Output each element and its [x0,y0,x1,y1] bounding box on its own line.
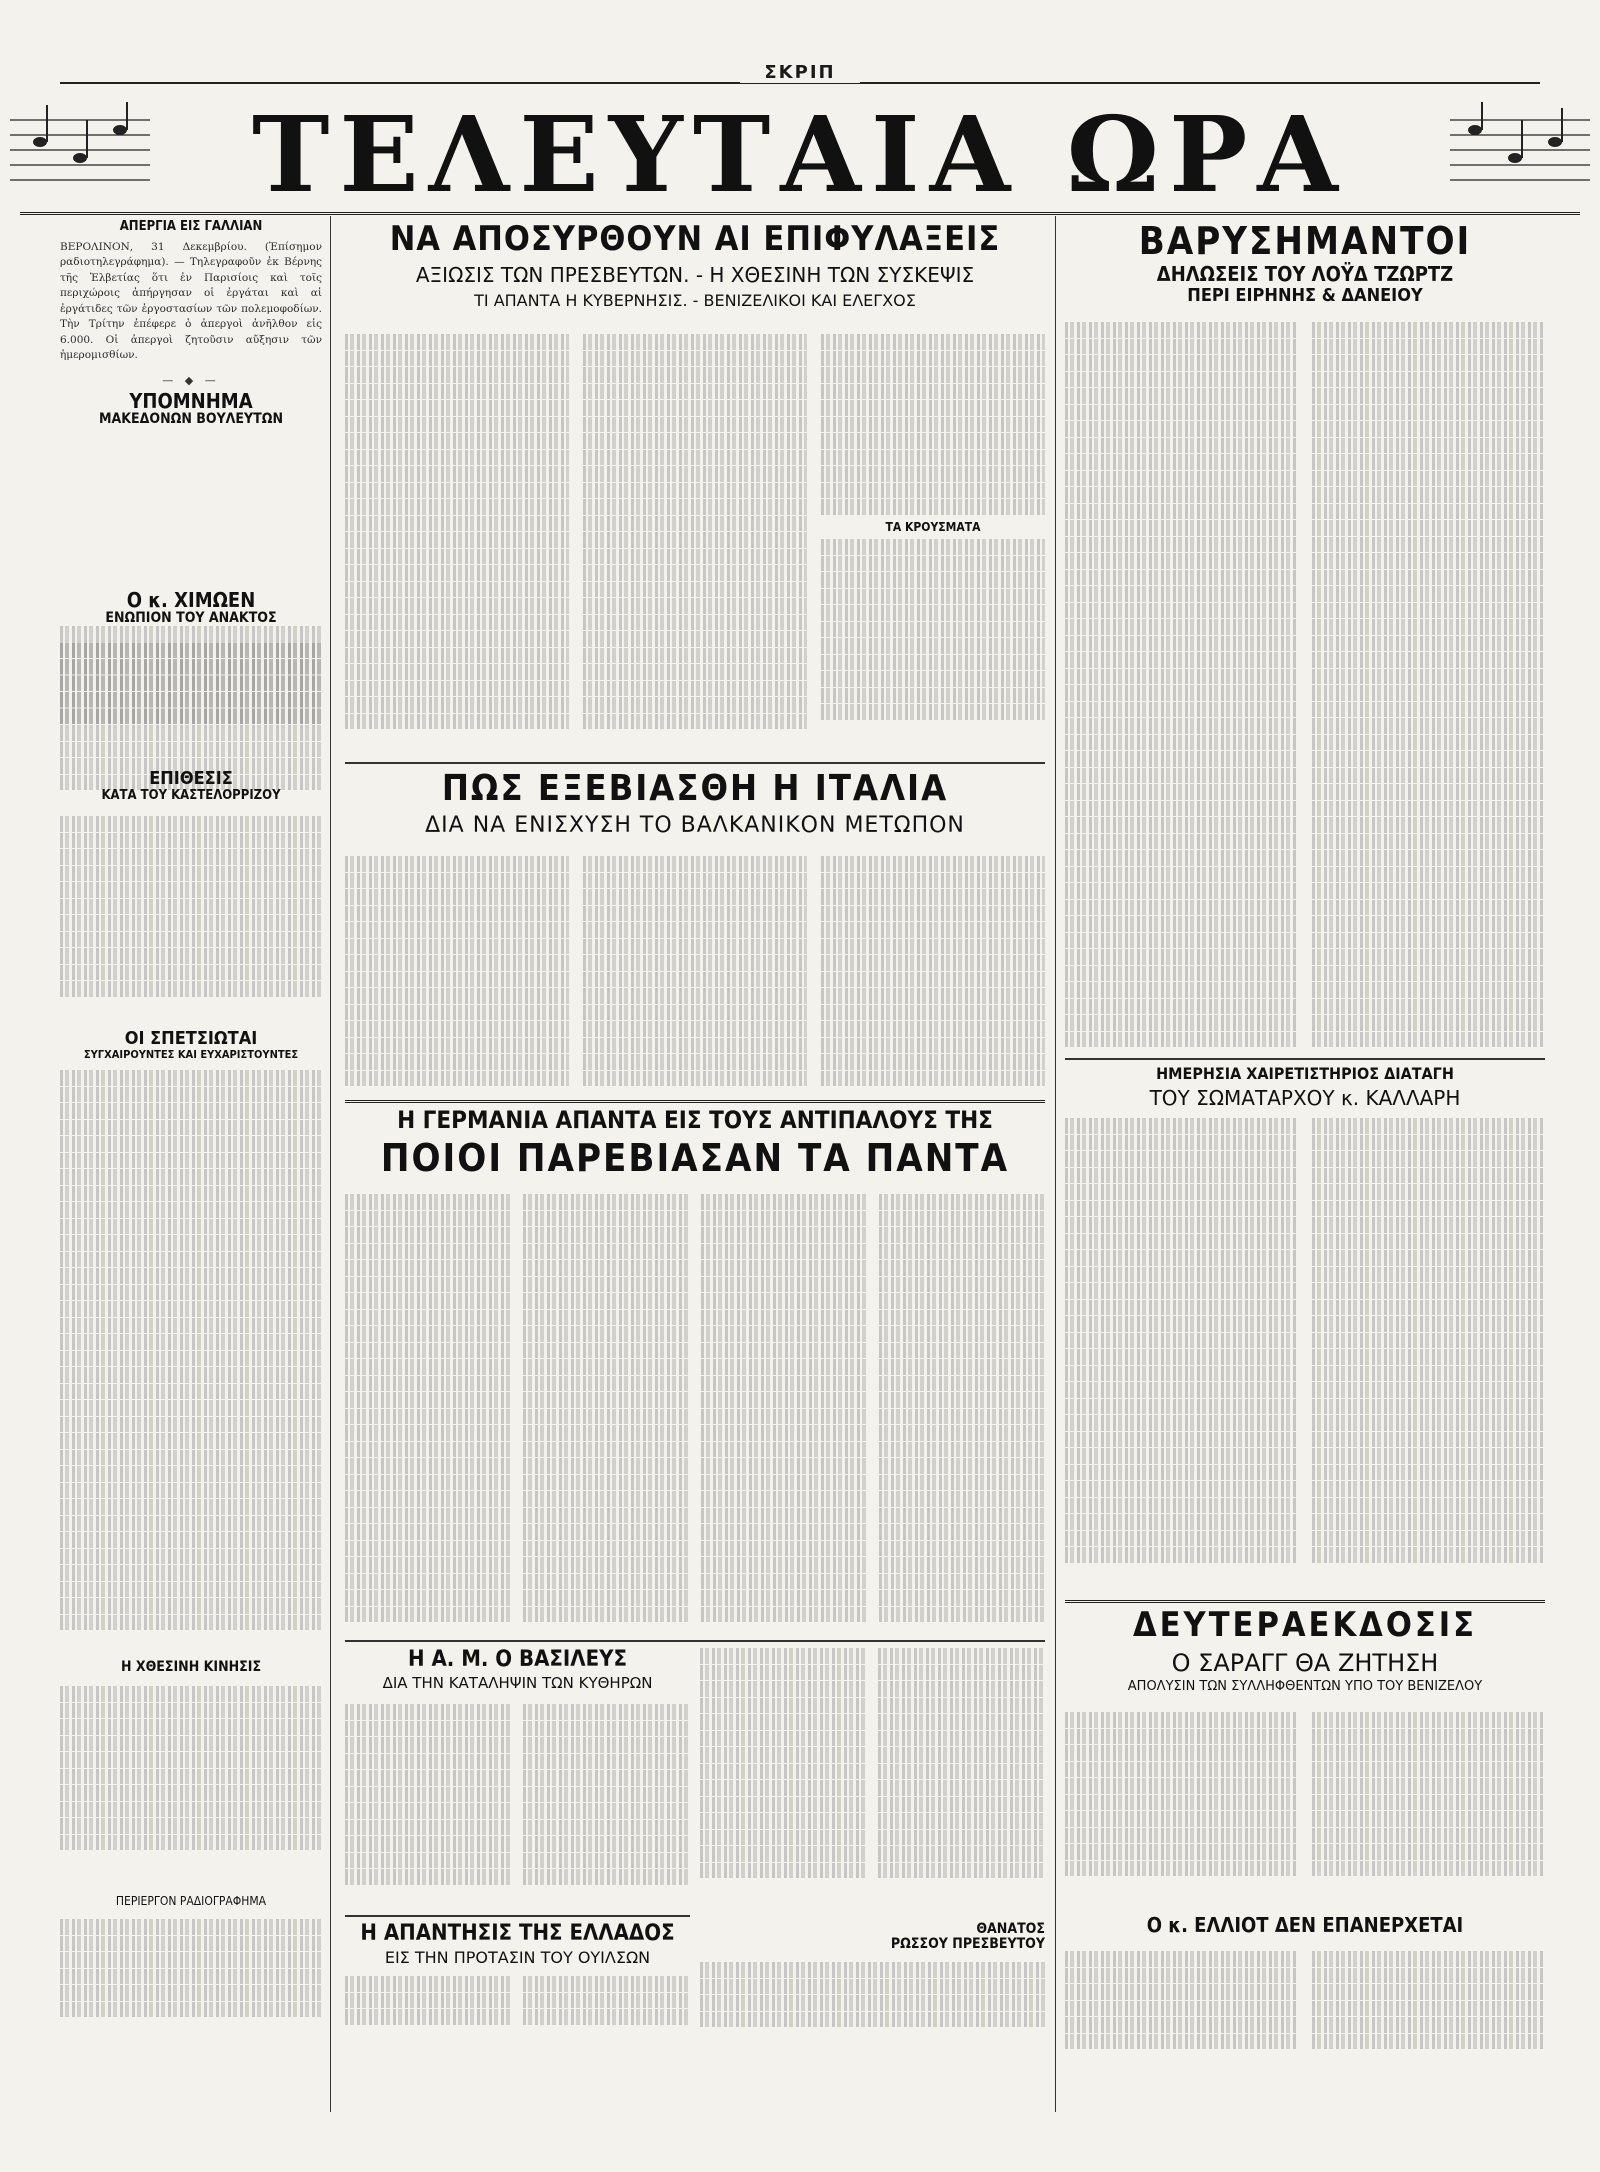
headline-lloyd-george-sub1: ΔΗΛΩΣΕΙΣ ΤΟΥ ΛΟΫΔ ΤΖΩΡΤΖ [1156,261,1454,286]
column-rule [1055,216,1056,2112]
headline-elliot: Ο κ. ΕΛΛΙΟΤ ΔΕΝ ΕΠΑΝΕΡΧΕΤΑΙ [1146,1915,1464,1937]
headline-lloyd-george-sub2: ΠΕΡΙ ΕΙΡΗΝΗΣ & ΔΑΝΕΙΟΥ [1187,284,1423,306]
article-attack-text [60,816,322,998]
section-rule [345,1915,690,1917]
section-chimoen [60,590,322,750]
headline-spetses: ΟΙ ΣΠΕΤΣΙΩΤΑΙ [124,1030,258,1049]
headline-order-sub: ΤΟΥ ΣΩΜΑΤΑΡΧΟΥ κ. ΚΑΛΛΑΡΗ [1149,1085,1461,1110]
headline-germany: Η ΓΕΡΜΑΝΙΑ ΑΠΑΝΤΑ ΕΙΣ ΤΟΥΣ ΑΝΤΙΠΑΛΟΥΣ ΤΗΣ [397,1108,993,1134]
article-italy-text [345,856,1045,1087]
article-king-text [345,1704,690,1886]
section-king [345,1648,690,1908]
article-chimoen-text [60,642,322,725]
headline-movement: Η ΧΘΕΣΙΝΗ ΚΙΝΗΣΙΣ [120,1660,262,1675]
section-rule [1065,1600,1545,1603]
paper-name: ΣΚΡΙΠ [740,62,860,83]
article-guards-text [345,334,1045,730]
headline-chimoen: Ο κ. ΧΙΜΩΕΝ [126,590,256,612]
article-elliot-text [1065,1951,1545,2050]
masthead-ornament-left-icon [10,100,150,210]
headline-second-edition: ΔΕΥΤΕΡΑΕΚΔΟΣΙΣ [1132,1608,1478,1645]
section-second-edition [1065,1608,1545,1908]
article-death-text [700,1962,1045,2028]
headline-memo: ΥΠΟΜΝΗΜΑ [129,388,253,413]
headline-sarrail: Ο ΣΑΡΑΓΓ ΘΑ ΖΗΤΗΣΗ [1171,1648,1439,1677]
article-order-text [1065,1118,1545,1564]
article-spetses-text [60,1070,322,1631]
headline-king: Η Α. Μ. Ο ΒΑΣΙΛΕΥΣ [408,1648,627,1672]
headline-memo-sub: ΜΑΚΕΔΟΝΩΝ ΒΟΥΛΕΥΤΩΝ [98,410,283,427]
article-movement-text [60,1686,322,1851]
headline-incidents: ΤΑ ΚΡΟΥΣΜΑΤΑ [885,519,981,534]
headline-radiogram: ΠΕΡΙΕΡΓΟΝ ΡΑΔΙΟΓΡΑΦΗΜΑ [115,1895,267,1908]
headline-death-sub: ΡΩΣΣΟΥ ΠΡΕΣΒΕΥΤΟΥ [890,1935,1045,1952]
headline-death: ΘΑΝΑΤΟΣ [976,1922,1045,1937]
article-sarrail-text [1065,1712,1545,1877]
headline-spetses-sub: ΣΥΓΧΑΙΡΟΥΝΤΕΣ ΚΑΙ ΕΥΧΑΡΙΣΤΟΥΝΤΕΣ [83,1047,299,1061]
headline-king-sub: ΔΙΑ ΤΗΝ ΚΑΤΑΛΗΨΙΝ ΤΩΝ ΚΥΘΗΡΩΝ [382,1674,653,1693]
masthead-rule [20,212,1580,215]
section-italy [345,770,1045,1090]
section-death [700,1922,1045,2122]
section-rule [345,1100,1045,1103]
section-guards [345,222,1045,762]
headline-italy: ΠΩΣ ΕΞΕΒΙΑΣΘΗ Η ΙΤΑΛΙΑ [441,770,949,809]
section-kastellorizo [60,770,322,1020]
headline-sarrail-sub: ΑΠΟΛΥΣΙΝ ΤΩΝ ΣΥΛΛΗΦΘΕΝΤΩΝ ΥΠΟ ΤΟΥ ΒΕΝΙΖΕΛΟΥ [1127,1679,1483,1695]
section-cythera-cont [700,1648,1045,1908]
headline-guards-sub1: ΑΞΙΩΣΙΣ ΤΩΝ ΠΡΕΣΒΕΥΤΩΝ. - Η ΧΘΕΣΙΝΗ ΤΩΝ ΣΥΣΚΕΨΙΣ [415,262,975,287]
headline-attack: ΕΠΙΘΕΣΙΣ [149,770,233,789]
masthead-title: ΤΕΛΕΥΤΑΙΑ ΩΡΑ [252,93,1348,216]
section-radiogram [60,1895,322,2095]
section-movement [60,1660,322,1860]
headline-germany-sub: ΠΟΙΟΙ ΠΑΡΕΒΙΑΣΑΝ ΤΑ ΠΑΝΤΑ [380,1136,1010,1181]
section-germany [345,1108,1045,1628]
headline-italy-sub: ΔΙΑ ΝΑ ΕΝΙΣΧΥΣΗ ΤΟ ΒΑΛΚΑΝΙΚΟΝ ΜΕΤΩΠΟΝ [425,812,965,838]
section-rule [345,762,1045,764]
article-cythera-text [700,1648,1045,1879]
section-rule [345,1640,1045,1642]
article-lloyd-george-text [1065,322,1545,1048]
headline-attack-sub: ΚΑΤΑ ΤΟΥ ΚΑΣΤΕΛΟΡΡΙΖΟΥ [101,787,281,803]
section-rule [1065,1058,1545,1060]
section-kallaris [1065,1066,1545,1586]
masthead-ornament-right-icon [1450,100,1590,210]
column-rule [330,216,331,2112]
section-spetses [60,1030,322,1650]
article-strike-text: ΒΕΡΟΛΙΝΟΝ, 31 Δεκεμβρίου. (Ἐπίσημον ραδιοτηλεγράφημα). — Τηλεγραφοῦν ἐκ Βέρνης τῆς Ἑλβετίας ὅτι ἐν Παρισίοις καὶ τοῖς περιχώροις ἀπήργησαν οἱ ἐργάται καὶ αἱ ἐργάτιδες τῶν ἐργοστασίων τῶν πολεμοφοδίων. Τὴν Τρίτην ἐπέφερε ὁ ἀπεργοὶ ἀνῆλθον εἰς 6.000. Οἱ ἀπεργοὶ ζητοῦσιν αὔξησιν τῶν ἡμερομισθίων. [60,240,322,362]
headline-strike: ΑΠΕΡΓΙΑ ΕΙΣ ΓΑΛΛΙΑΝ [119,219,263,234]
headline-greek-reply-sub: ΕΙΣ ΤΗΝ ΠΡΟΤΑΣΙΝ ΤΟΥ ΟΥΙΛΣΩΝ [384,1948,651,1968]
headline-guards: ΝΑ ΑΠΟΣΥΡΘΟΥΝ ΑΙ ΕΠΙΦΥΛΑΞΕΙΣ [389,222,1001,259]
headline-lloyd-george: ΒΑΡΥΣΗΜΑΝΤΟΙ [1138,222,1472,263]
headline-chimoen-sub: ΕΝΩΠΙΟΝ ΤΟΥ ΑΝΑΚΤΟΣ [105,610,277,626]
section-lloyd-george [1065,222,1545,1052]
section-elliot [1065,1915,1545,2115]
headline-guards-sub2: ΤΙ ΑΠΑΝΤΑ Η ΚΥΒΕΡΝΗΣΙΣ. - ΒΕΝΙΖΕΛΙΚΟΙ ΚΑΙ ΕΛΕΓΧΟΣ [474,290,916,310]
section-greek-reply [345,1922,690,2122]
article-greek-reply-text [345,1976,690,2026]
article-germany-text [345,1194,1045,1623]
headline-greek-reply: Η ΑΠΑΝΤΗΣΙΣ ΤΗΣ ΕΛΛΑΔΟΣ [360,1922,675,1946]
separator: — ◆ — [162,373,220,387]
article-radiogram-text [60,1919,322,2018]
headline-order: ΗΜΕΡΗΣΙΑ ΧΑΙΡΕΤΙΣΤΗΡΙΟΣ ΔΙΑΤΑΓΗ [1156,1066,1454,1083]
